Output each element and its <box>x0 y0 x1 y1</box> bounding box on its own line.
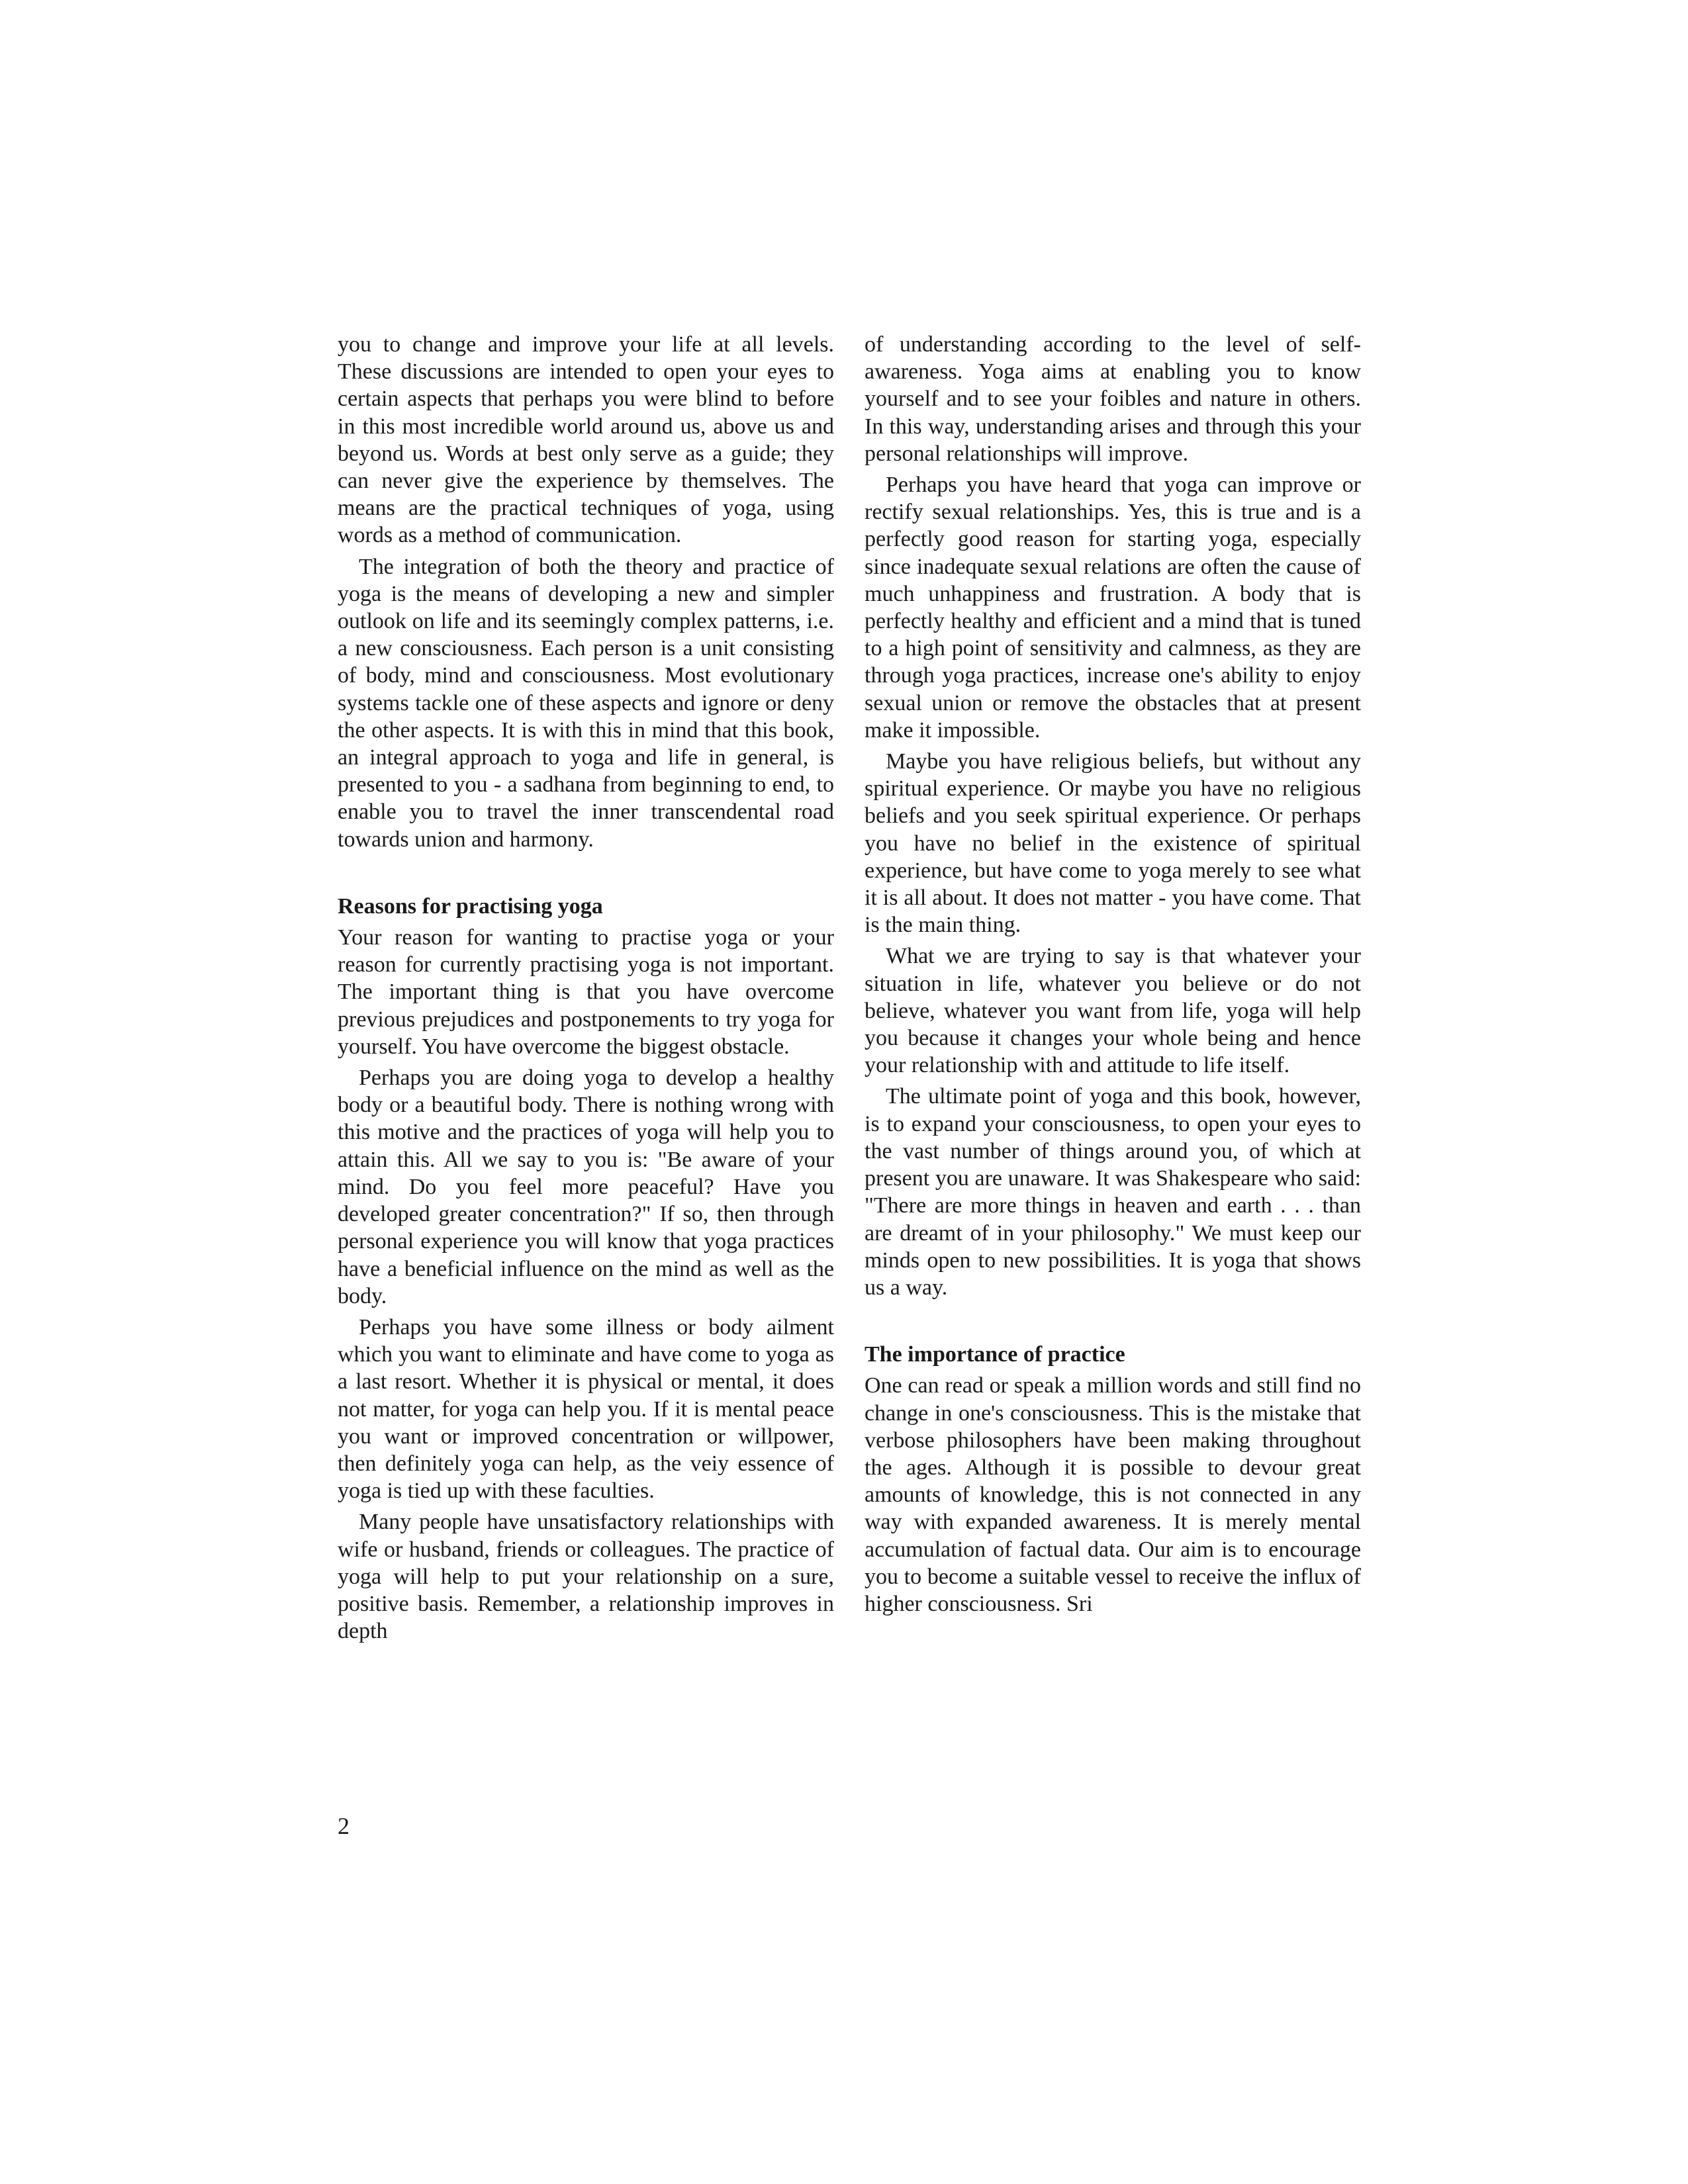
section-heading-reasons: Reasons for practising yoga <box>338 893 603 919</box>
paragraph: Perhaps you have heard that yoga can improve or rectify sexual relationships. Yes, this is true and is a perfectly good reason for starting yoga, especially since inadequate sexual relations are often the cause of much unhappiness and frustration. A body that is perfectly healthy and efficient and a mind that is tuned to a high point of sensitivity and calmness, as they are through yoga practices, increase one's ability to enjoy sexual union or remove the obstacles that at present make it impossible. <box>865 473 1361 743</box>
section-heading-importance: The importance of practice <box>865 1342 1125 1367</box>
paragraph: Perhaps you have some illness or body ailment which you want to eliminate and have come to yoga as a last resort. Whether it is physical or mental, it does not matter, for yoga can help you. If it is mental peace you want or improved concentration or willpower, then definitely yoga can help, as the veiy essence of yoga is tied up with these faculties. <box>338 1314 834 1504</box>
page-number: 2 <box>338 1813 350 1839</box>
paragraph: Perhaps you are doing yoga to develop a healthy body or a beautiful body. There is nothing wrong with this motive and the practices of yoga will help you to attain this. All we say to you is: "Be aware of your mind. Do you feel more peaceful? Have you developed greater concentration?" If so, then through personal experience you will know that yoga practices have a beneficial influence on the mind as well as the body. <box>338 1066 834 1308</box>
paragraph: The ultimate point of yoga and this book, however, is to expand your consciousness, to open your eyes to the vast number of things around you, of which at present you are unaware. It was Shakespeare who said: "There are more things in heaven and earth . . . than are dreamt of in your philosophy." We must keep our minds open to new possibilities. It is yoga that shows us a way. <box>865 1084 1361 1300</box>
right-column <box>865 331 1361 1617</box>
paragraph: Your reason for wanting to practise yoga or your reason for currently practising yoga is not important. The important thing is that you have overcome previous prejudices and postponements to try yoga for yourself. You have overcome the biggest obstacle. <box>338 925 834 1059</box>
paragraph: Maybe you have religious beliefs, but without any spiritual experience. Or maybe you have no religious beliefs and you seek spiritual experience. Or perhaps you have no belief in the existence of spiritual experience, but have come to yoga merely to see what it is all about. It does not matter - you have come. That is the main thing. <box>865 749 1361 938</box>
left-column <box>338 331 834 1645</box>
paragraph: you to change and improve your life at all levels. These discussions are intended to open your eyes to certain aspects that perhaps you were blind to before in this most incredible world around us, above us and beyond us. Words at best only serve as a guide; they can never give the experience by themselves. The means are the practical techniques of yoga, using words as a method of communication. <box>338 332 834 548</box>
paragraph: of understanding according to the level of self-awareness. Yoga aims at enabling you to know yourself and to see your foibles and nature in others. In this way, understanding arises and through this your personal relationships will improve. <box>865 332 1361 466</box>
paragraph: One can read or speak a million words and still find no change in one's consciousness. This is the mistake that verbose philosophers have been making throughout the ages. Although it is possible to devour great amounts of knowledge, this is not connected in any way with expanded awareness. It is merely mental accumulation of factual data. Our aim is to encourage you to become a suitable vessel to receive the influx of higher consciousness. Sri <box>865 1373 1361 1616</box>
paragraph: What we are trying to say is that whatever your situation in life, whatever you believe or do not believe, whatever you want from life, yoga will help you because it changes your whole being and hence your relationship with and attitude to life itself. <box>865 944 1361 1078</box>
paragraph: The integration of both the theory and practice of yoga is the means of developing a new and simpler outlook on life and its seemingly complex patterns, i.e. a new consciousness. Each person is a unit consisting of body, mind and consciousness. Most evolutionary systems tackle one of these aspects and ignore or deny the other aspects. It is with this in mind that this book, an integral approach to yoga and life in general, is presented to you - a sadhana from beginning to end, to enable you to travel the inner transcendental road towards union and harmony. <box>338 554 834 852</box>
paragraph: Many people have unsatisfactory relationships with wife or husband, friends or colleagues. The practice of yoga will help to put your relationship on a sure, positive basis. Remember, a relationship improves in depth <box>338 1510 834 1644</box>
